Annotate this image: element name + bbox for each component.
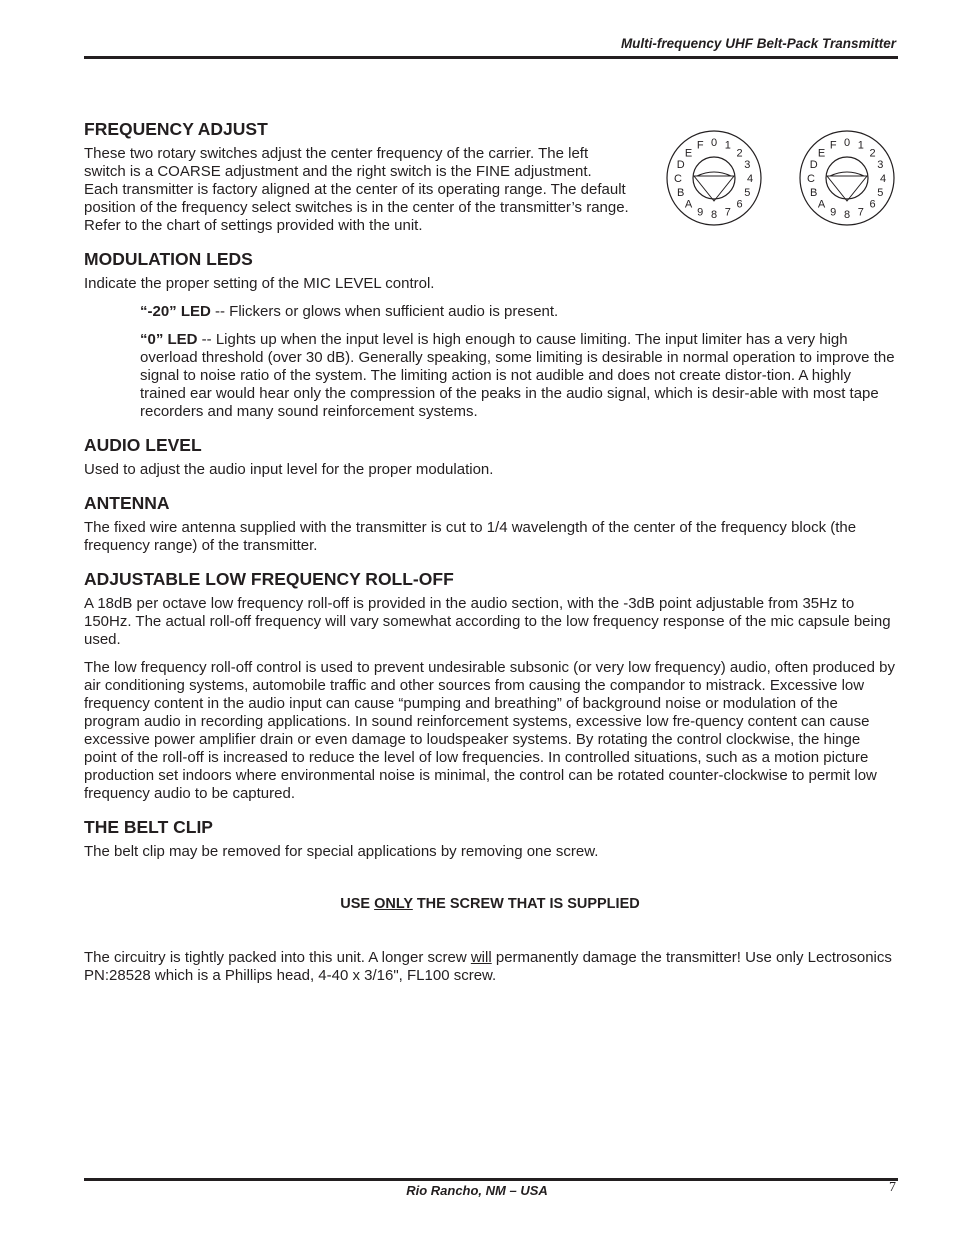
frequency-adjust-text: These two rotary switches adjust the center frequency of the carrier. The left switch is a COARSE adjustment and the right switch is the FINE adjustment. Each transmitter is factory aligned at the center of its operating range. The default position of the frequency select switches is in the center of the transmitter’s range. Refer to the chart of settings provided with the unit. xyxy=(84,145,629,234)
heading-modulation-leds: MODULATION LEDS xyxy=(84,249,253,269)
switch-position-label: 9 xyxy=(697,206,704,219)
audio-level-text: Used to adjust the audio input level for the proper modulation. xyxy=(84,461,494,478)
switch-position-label: B xyxy=(810,186,818,199)
heading-belt-clip: THE BELT CLIP xyxy=(84,817,213,837)
warning-pre: The circuitry is tightly packed into this unit. A longer screw xyxy=(84,949,471,966)
switch-position-label: C xyxy=(807,173,815,185)
switch-position-label: 4 xyxy=(879,173,887,185)
switch-position-label: 7 xyxy=(724,206,731,219)
switch-position-label: 6 xyxy=(869,198,876,211)
section-frequency-adjust xyxy=(84,118,896,235)
switch-position-label: E xyxy=(684,147,693,160)
section-antenna xyxy=(84,492,896,555)
belt-clip-text: The belt clip may be removed for special applications by removing one screw. xyxy=(84,843,599,860)
switch-position-label: 9 xyxy=(830,206,837,219)
screw-note-emphasis: ONLY xyxy=(374,896,413,912)
section-modulation-leds xyxy=(84,248,896,421)
switch-position-label: 3 xyxy=(744,159,751,172)
antenna-text: The fixed wire antenna supplied with the transmitter is cut to 1/4 wavelength of the center of the frequency block (the frequency range) of the transmitter. xyxy=(84,519,857,554)
screw-warning-note xyxy=(84,895,896,913)
switch-position-label: 3 xyxy=(877,159,884,172)
switch-position-label: 2 xyxy=(736,147,743,160)
switch-position-label: 5 xyxy=(877,186,884,199)
switch-position-label: 2 xyxy=(869,147,876,160)
switch-position-label: C xyxy=(674,173,682,185)
rolloff-paragraph-2: The low frequency roll-off control is used to prevent undesirable subsonic (or very low frequency) audio, often produced by air conditioning systems, automobile traffic and other sources from causing the compandor to mistrack. Excessive low frequency content in the audio input can cause “pumping and breathing” of background noise or modulation of the program audio in recording applications. In sound reinforcement systems, excessive low fre-quency content can cause excessive power amplifier drain or even damage to loudspeaker systems. By rotating the control clockwise, the hinge point of the roll-off is increased to reduce the level of low frequencies. In controlled situations, such as a motion picture production set indoors where environmental noise is minimal, the control can be rotated counter-clockwise to permit low frequency audio to be captured. xyxy=(84,659,895,802)
led-0-description xyxy=(140,331,896,421)
led-20-text: -- Flickers or glows when sufficient audio is present. xyxy=(210,303,559,320)
switch-position-label: 1 xyxy=(857,139,864,152)
switch-position-label: E xyxy=(817,147,826,160)
switch-position-label: 0 xyxy=(843,137,851,149)
switch-position-label: A xyxy=(817,198,826,211)
switch-position-label: D xyxy=(676,159,685,172)
heading-rolloff: ADJUSTABLE LOW FREQUENCY ROLL-OFF xyxy=(84,569,454,589)
led-20-description xyxy=(140,303,896,321)
page-content xyxy=(84,118,896,998)
switch-position-label: 7 xyxy=(857,206,864,219)
page-number: 7 xyxy=(889,1180,896,1195)
section-audio-level xyxy=(84,434,896,479)
page-header-title: Multi-frequency UHF Belt-Pack Transmitter xyxy=(620,36,896,51)
rolloff-paragraph-1: A 18dB per octave low frequency roll-off is provided in the audio section, with the -3dB point adjustable from 35Hz to 150Hz. The actual roll-off frequency will vary somewhat according to the low frequency response of the mic capsule being used. xyxy=(84,595,891,648)
switch-position-label: F xyxy=(696,139,704,152)
led-0-text: -- Lights up when the input level is high enough to cause limiting. The input limiter has a very high overload threshold (over 30 dB). Generally speaking, some limiting is desirable in normal operation to improve the signal to noise ratio of the system. The limiting action is not audible and does not create distor-tion. A highly trained ear would hear only the compression of the peaks in the audio signal, which is desir-able with most tape recorders and many sound reinforcement systems. xyxy=(140,331,895,420)
footer-location: Rio Rancho, NM – USA xyxy=(406,1183,548,1198)
switch-position-label: 6 xyxy=(736,198,743,211)
heading-frequency-adjust: FREQUENCY ADJUST xyxy=(84,119,268,139)
header-rule xyxy=(84,56,898,59)
switch-position-label: 5 xyxy=(744,186,751,199)
warning-emphasis: will xyxy=(470,949,492,966)
led-20-label: “-20” LED xyxy=(140,303,211,320)
heading-antenna: ANTENNA xyxy=(84,493,170,513)
warning-post: permanently damage the transmitter! Use only Lectrosonics PN:28528 which is a Phillips head, 4-40 x 3/16", FL100 screw. xyxy=(84,949,892,984)
switch-position-label: 0 xyxy=(710,137,718,149)
heading-audio-level: AUDIO LEVEL xyxy=(84,435,202,455)
screw-note-post: THE SCREW THAT IS SUPPLIED xyxy=(412,896,640,912)
switch-position-label: 8 xyxy=(843,209,851,221)
led-0-label: “0” LED xyxy=(140,331,198,348)
modulation-leds-intro: Indicate the proper setting of the MIC LEVEL control. xyxy=(84,275,435,292)
switch-position-label: 8 xyxy=(710,209,718,221)
section-rolloff xyxy=(84,568,896,803)
switch-position-label: D xyxy=(809,159,818,172)
switch-position-label: F xyxy=(829,139,837,152)
screw-note-pre: USE xyxy=(340,896,375,912)
switch-position-label: A xyxy=(684,198,693,211)
section-belt-clip xyxy=(84,816,896,985)
switch-position-label: 4 xyxy=(746,173,754,185)
switch-position-label: B xyxy=(677,186,685,199)
footer-rule xyxy=(84,1178,898,1181)
screw-warning-text xyxy=(84,949,896,985)
switch-position-label: 1 xyxy=(724,139,731,152)
